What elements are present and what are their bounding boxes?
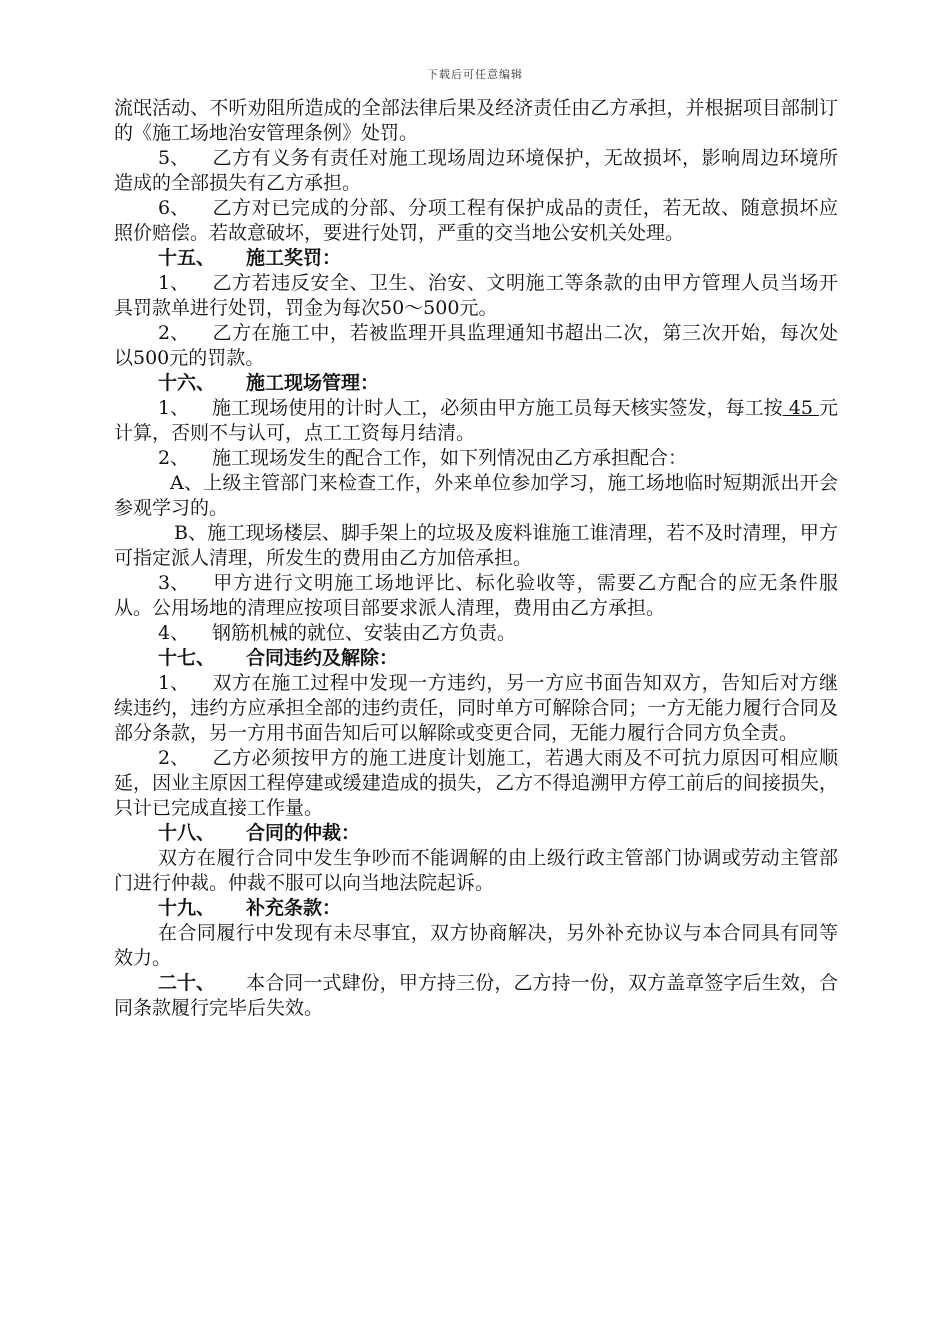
section-number: 二十、 — [158, 972, 216, 994]
item-text: 钢筋机械的就位、安装由乙方负责。 — [212, 622, 517, 644]
item-text: 施工现场发生的配合工作，如下列情况由乙方承担配合： — [212, 447, 688, 469]
clause-16-item-1 — [114, 396, 838, 446]
clause-14-item-6 — [114, 196, 838, 246]
clause-16-sub-a — [114, 471, 838, 521]
clause-16-sub-b — [114, 521, 838, 571]
section-title: 合同违约及解除： — [246, 647, 399, 669]
item-text: 甲方进行文明施工场地评比、标化验收等，需要乙方配合的应无条件服从。公用场地的清理应按项目部要求派人清理，费用由乙方承担。 — [114, 572, 838, 619]
section-17-heading — [114, 646, 838, 671]
item-text: 乙方若违反安全、卫生、治安、文明施工等条款的由甲方管理人员当场开具罚款单进行处罚，罚金为每次50～500元。 — [114, 272, 838, 319]
section-text: 本合同一式肆份，甲方持三份，乙方持一份，双方盖章签字后生效，合同条款履行完毕后失效。 — [114, 972, 838, 1019]
item-text: 双方在施工过程中发现一方违约，另一方应书面告知双方，告知后对方继续违约，违约方应承担全部的违约责任，同时单方可解除合同；一方无能力履行合同及部分条款，另一方用书面告知后可以解除或变更合同，无能力履行合同方负全责。 — [114, 672, 838, 744]
section-18-heading — [114, 821, 838, 846]
section-title: 施工奖罚： — [246, 247, 342, 269]
item-text: 乙方对已完成的分部、分项工程有保护成品的责任，若无故、随意损坏应照价赔偿。若故意破坏，要进行处罚，严重的交当地公安机关处理。 — [114, 197, 838, 244]
clause-17-item-1 — [114, 671, 838, 746]
sub-text: 施工现场楼层、脚手架上的垃圾及废料谁施工谁清理，若不及时清理，甲方可指定派人清理，所发生的费用由乙方加倍承担。 — [114, 522, 838, 569]
section-title: 补充条款： — [246, 897, 342, 919]
item-text: 乙方在施工中，若被监理开具监理通知书超出二次，第三次开始，每次处以500元的罚款。 — [114, 322, 838, 369]
clause-16-item-3 — [114, 571, 838, 621]
clause-15-item-2 — [114, 321, 838, 371]
item-number: 4、 — [158, 622, 190, 644]
sub-text: 上级主管部门来检查工作，外来单位参加学习，施工场地临时短期派出开会参观学习的。 — [114, 472, 838, 519]
section-19-heading — [114, 896, 838, 921]
item-number: 2、 — [158, 322, 190, 344]
sub-label: B、 — [174, 522, 208, 544]
item-text-cont: 元计算，否则不与认可，点工工资每月结清。 — [114, 397, 838, 444]
item-number: 1、 — [158, 397, 190, 419]
item-number: 5、 — [158, 147, 190, 169]
clause-14-item-5 — [114, 146, 838, 196]
section-number: 十六、 — [158, 372, 216, 394]
item-number: 1、 — [158, 272, 190, 294]
item-number: 2、 — [158, 447, 190, 469]
item-text: 乙方有义务有责任对施工现场周边环境保护，无故损坏，影响周边环境所造成的全部损失有乙方承担。 — [114, 147, 838, 194]
item-number: 1、 — [158, 672, 190, 694]
section-number: 十七、 — [158, 647, 216, 669]
clause-19-text: 在合同履行中发现有未尽事宜，双方协商解决，另外补充协议与本合同具有同等效力。 — [114, 922, 838, 969]
clause-17-item-2 — [114, 746, 838, 821]
item-text: 乙方必须按甲方的施工进度计划施工，若遇大雨及不可抗力原因可相应顺延，因业主原因工程停建或缓建造成的损失，乙方不得追溯甲方停工前后的间接损失，只计已完成直接工作量。 — [114, 747, 838, 819]
section-number: 十八、 — [158, 822, 216, 844]
section-number: 十五、 — [158, 247, 216, 269]
document-body — [114, 96, 838, 1021]
paragraph-intro: 流氓活动、不听劝阻所造成的全部法律后果及经济责任由乙方承担，并根据项目部制订的《施工场地治安管理条例》处罚。 — [114, 97, 838, 144]
clause-18-text: 双方在履行合同中发生争吵而不能调解的由上级行政主管部门协调或劳动主管部门进行仲裁。仲裁不服可以向当地法院起诉。 — [114, 847, 838, 894]
section-title: 合同的仲裁： — [246, 822, 361, 844]
clause-15-item-1 — [114, 271, 838, 321]
section-number: 十九、 — [158, 897, 216, 919]
item-number: 2、 — [158, 747, 190, 769]
item-text: 施工现场使用的计时人工，必须由甲方施工员每天核实签发，每工按 — [212, 397, 783, 419]
section-20 — [114, 971, 838, 1021]
page-header: 下载后可任意编辑 — [427, 68, 523, 81]
section-15-heading — [114, 246, 838, 271]
clause-16-item-4 — [114, 621, 838, 646]
section-16-heading — [114, 371, 838, 396]
item-number: 6、 — [158, 197, 190, 219]
section-title: 施工现场管理： — [246, 372, 380, 394]
sub-label: A、 — [170, 472, 204, 494]
clause-16-item-2 — [114, 446, 838, 471]
wage-amount: 45 — [782, 397, 819, 419]
item-number: 3、 — [158, 572, 190, 594]
